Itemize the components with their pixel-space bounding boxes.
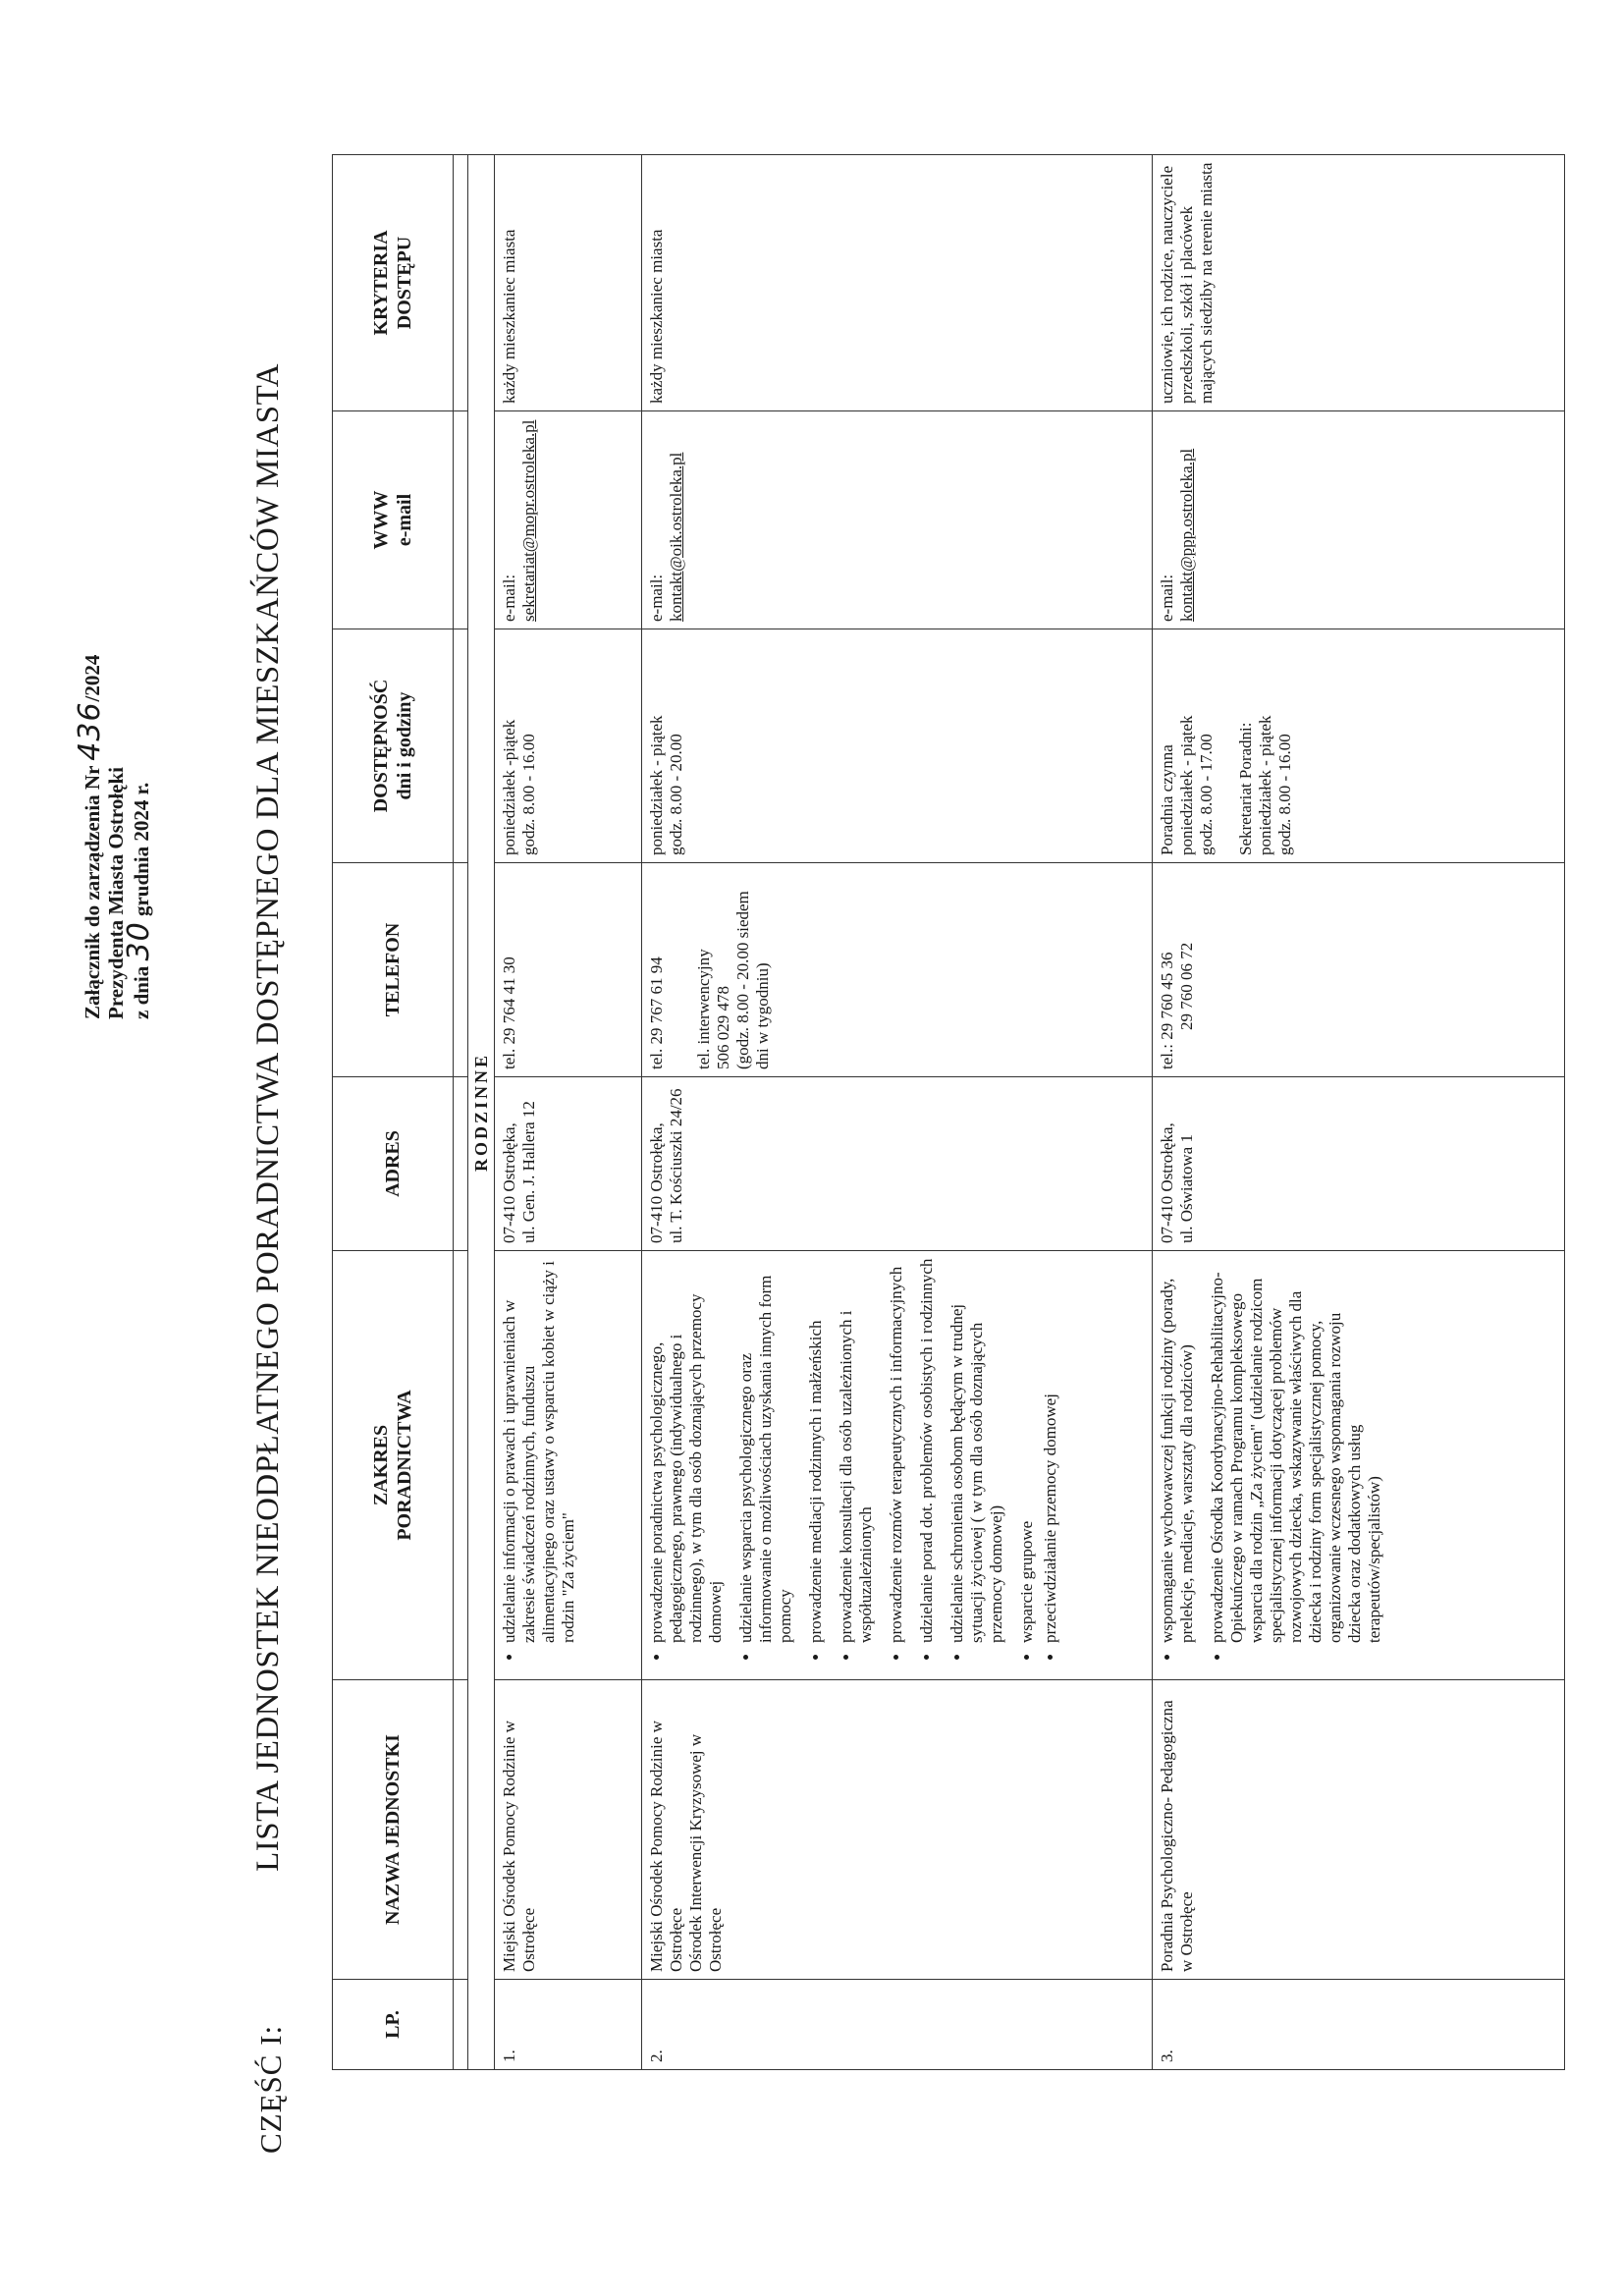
row-access: poniedziałek - piątek godz. 8.00 - 20.00 (642, 629, 1153, 863)
col-access: DOSTĘPNOŚĆ dni i godziny (333, 629, 454, 863)
row-scope (642, 1251, 1153, 1680)
scope-item: • prowadzenie Ośrodka Koordynacyjno-Rehabilitacyjno-Opiekuńczego w ramach Programu kompleksowego wsparcia dla rodzin „Za życiem" (udzielanie rodzicom specjalistycznej informacji dotyczącej problemów rozwojowych dziecka, wskazywanie właściwych dla dziecka i rodziny form specjalistycznej pomocy, organizowanie wczesnego wspomagania rozwoju dziecka oraz dodatkowych usług terapeutów/specjalistów) (1208, 1258, 1384, 1643)
annex-day-handwritten: 30 (122, 921, 156, 961)
row-scope (1153, 1251, 1565, 1680)
row-lp: 3. (1153, 1980, 1565, 2070)
row-phone: tel.: 29 760 45 36 29 760 06 72 (1153, 863, 1565, 1077)
col-criteria: KRYTERIA DOSTĘPU (333, 155, 454, 411)
scope-item: • prowadzenie konsultacji dla osób uzależnionych i współuzależnionych (837, 1258, 876, 1643)
row-scope (495, 1251, 642, 1680)
row-criteria: każdy mieszkaniec miasta (495, 155, 642, 411)
scope-item: • prowadzenie rozmów terapeutycznych i informacyjnych (887, 1258, 906, 1643)
annex-line-1: Załącznik do zarządzenia Nr 436/2024 (73, 654, 107, 1019)
document-title: LISTA JEDNOSTEK NIEODPŁATNEGO PORADNICTWA DOSTĘPNEGO DLA MIESZKAŃCÓW MIASTA (250, 363, 286, 1872)
annex-number-handwritten: 436 (73, 701, 107, 761)
row-unit-name: Miejski Ośrodek Pomocy Rodzinie w Ostrołęce (495, 1680, 642, 1980)
col-name: NAZWA JEDNOSTKI (333, 1680, 454, 1980)
row-criteria: każdy mieszkaniec miasta (642, 155, 1153, 411)
row-address: 07-410 Ostrołęka, ul. Oświatowa 1 (1153, 1077, 1565, 1251)
email-link[interactable]: sekretariat@mopr.ostroleka.pl (519, 419, 538, 622)
row-phone: tel. 29 764 41 30 (495, 863, 642, 1077)
spacer-row (454, 155, 468, 2070)
row-address: 07-410 Ostrołęka, ul. Gen. J. Hallera 12 (495, 1077, 642, 1251)
scope-item: • wsparcie grupowe (1017, 1258, 1037, 1643)
row-contact: e-mail: sekretariat@mopr.ostroleka.pl (495, 411, 642, 629)
col-www: WWW e-mail (333, 411, 454, 629)
col-address: ADRES (333, 1077, 454, 1251)
row-access: Poradnia czynna poniedziałek - piątek godz. 8.00 - 17.00 Sekretariat Poradni: poniedziałek - piątek godz. 8.00 - 16.00 (1153, 629, 1565, 863)
row-criteria: uczniowie, ich rodzice, nauczyciele przedszkoli, szkół i placówek mających siedziby na terenie miasta (1153, 155, 1565, 411)
col-scope: ZAKRES PORADNICTWA (333, 1251, 454, 1680)
row-unit-name: Miejski Ośrodek Pomocy Rodzinie w Ostrołęce Ośrodek Interwencji Kryzysowej w Ostrołęce (642, 1680, 1153, 1980)
scope-item: • udzielanie informacji o prawach i uprawnieniach w zakresie świadczeń rodzinnych, funduszu alimentacyjnego oraz ustawy o wsparciu kobiet w ciąży i rodzin "Za życiem" (500, 1258, 578, 1643)
part-label: CZĘŚĆ I: (253, 2024, 288, 2154)
row-contact: e-mail: kontakt@ppp.ostroleka.pl (1153, 411, 1565, 629)
table-row (642, 155, 1153, 2070)
row-contact: e-mail: kontakt@oik.ostroleka.pl (642, 411, 1153, 629)
annex-line-3: z dnia 30 grudnia 2024 r. (122, 782, 156, 1019)
advisory-units-table (332, 154, 1565, 2070)
table-row (1153, 155, 1565, 2070)
row-lp: 2. (642, 1980, 1153, 2070)
table-row (495, 155, 642, 2070)
row-phone: tel. 29 767 61 94 tel. interwencyjny 506 029 478 (godz. 8.00 - 20.00 siedem dni w tygodniu) (642, 863, 1153, 1077)
section-row (468, 155, 495, 2070)
col-lp: LP. (333, 1980, 454, 2070)
row-access: poniedziałek -piątek godz. 8.00 - 16.00 (495, 629, 642, 863)
scope-item: • udzielanie wsparcia psychologicznego oraz informowanie o możliwościach uzyskania innych form pomocy (736, 1258, 795, 1643)
row-unit-name: Poradnia Psychologiczno- Pedagogiczna w Ostrołęce (1153, 1680, 1565, 1980)
col-phone: TELEFON (333, 863, 454, 1077)
scope-item: • prowadzenie poradnictwa psychologicznego, pedagogicznego, prawnego (indywidualnego i rodzinnego), w tym dla osób doznających przemocy domowej (647, 1258, 726, 1643)
annex-header (73, 654, 156, 1019)
email-link[interactable]: kontakt@ppp.ostroleka.pl (1177, 448, 1196, 622)
scope-item: • udzielanie porad dot. problemów osobistych i rodzinnych (917, 1258, 937, 1643)
table-header-row (333, 155, 454, 2070)
scope-item: • wspomaganie wychowawczej funkcji rodziny (porady, prelekcje, mediacje, warsztaty dla rodziców) (1158, 1258, 1197, 1643)
email-link[interactable]: kontakt@oik.ostroleka.pl (667, 452, 685, 622)
scope-item: • udzielanie schronienia osobom będącym w trudnej sytuacji życiowej ( w tym dla osób doznających przemocy domowej) (947, 1258, 1006, 1643)
section-heading: RODZINNE (468, 155, 495, 2070)
scope-item: • przeciwdziałanie przemocy domowej (1041, 1258, 1060, 1643)
annex-line-2: Prezydenta Miasta Ostrołęki (104, 766, 128, 1019)
row-lp: 1. (495, 1980, 642, 2070)
row-address: 07-410 Ostrołęka, ul. T. Kościuszki 24/26 (642, 1077, 1153, 1251)
scope-item: • prowadzenie mediacji rodzinnych i małżeńskich (806, 1258, 826, 1643)
